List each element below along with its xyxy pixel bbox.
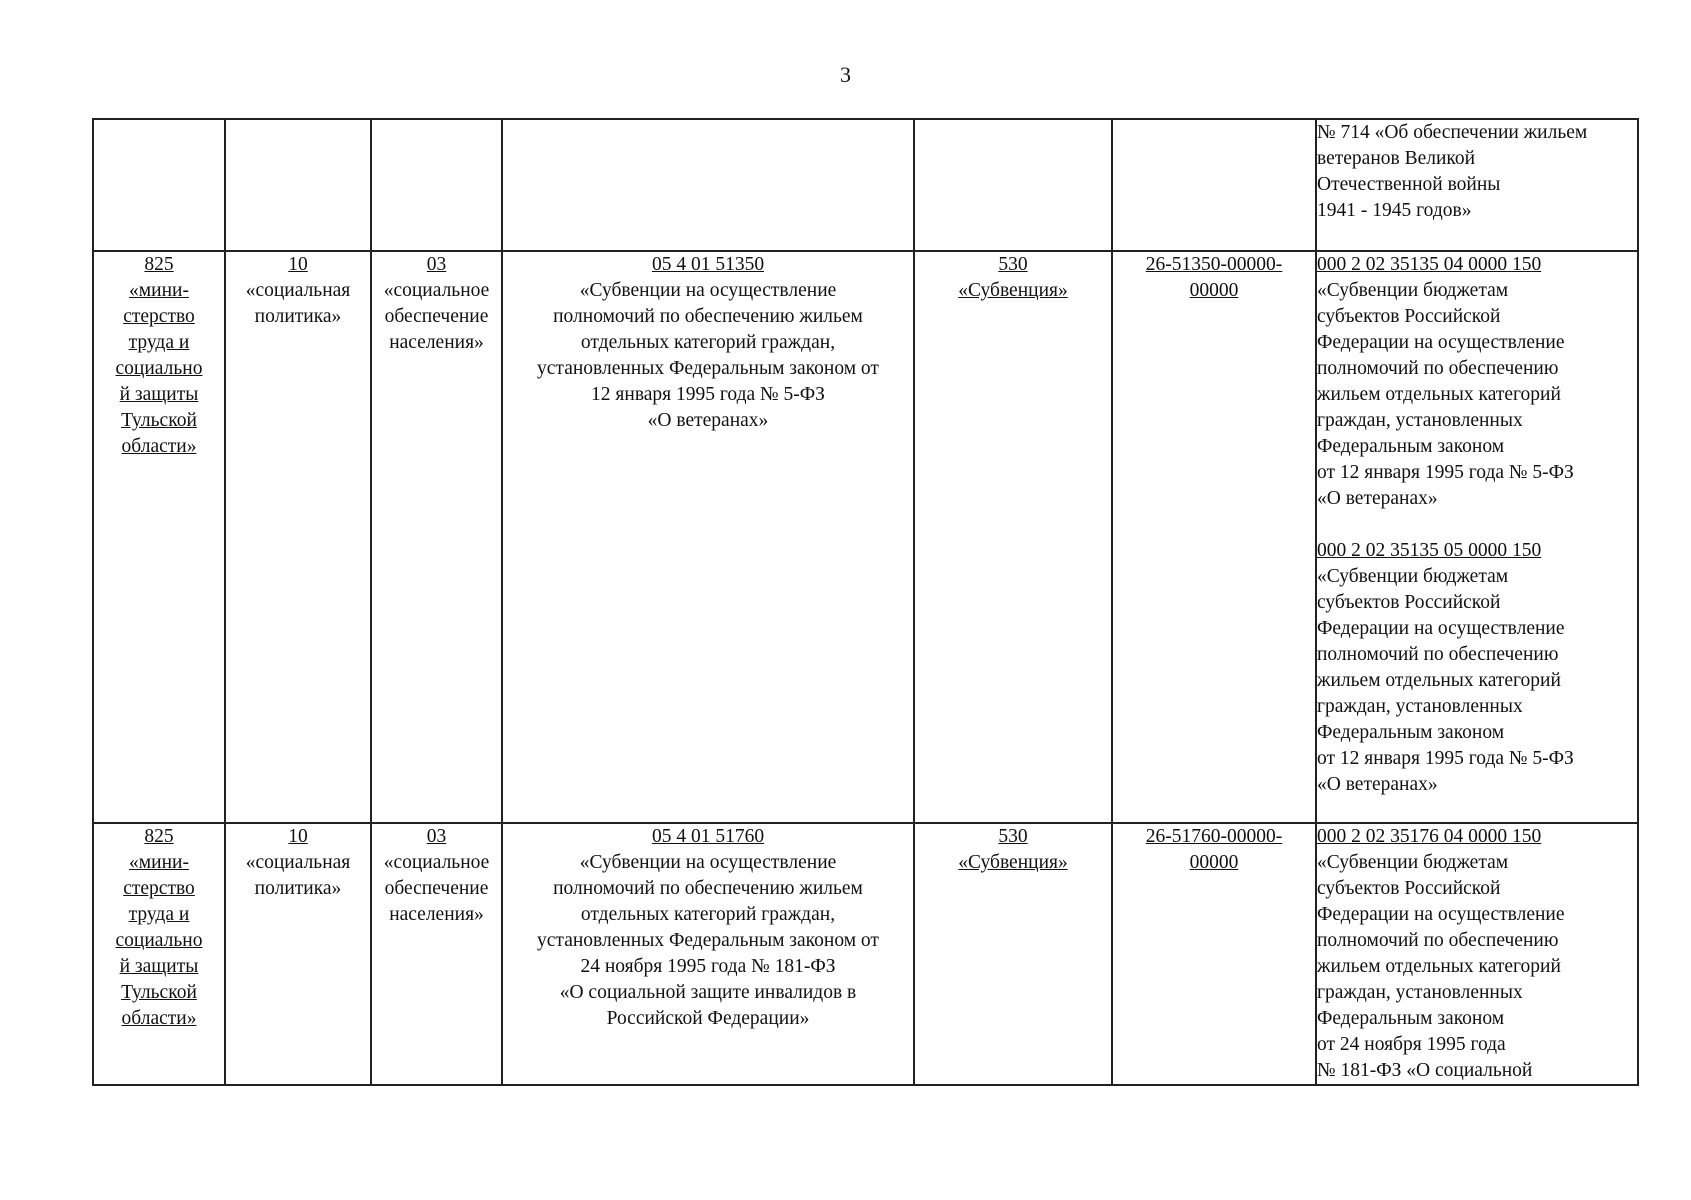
- cell-subsection: [371, 823, 502, 1085]
- target-code: 05 4 01 51760: [651, 826, 765, 847]
- text-line: жильем отдельных категорий: [1317, 384, 1561, 405]
- section-code: 10: [288, 826, 308, 847]
- text-line: ветеранов Великой: [1317, 148, 1476, 169]
- text-line: № 714 «Об обеспечении жильем: [1317, 122, 1588, 143]
- text-line: труда и: [128, 332, 190, 353]
- section-code: 10: [288, 254, 308, 275]
- text-line: «О ветеранах»: [1317, 488, 1438, 509]
- table-row: [93, 251, 1638, 823]
- expense-type-code: 530: [998, 254, 1028, 275]
- text-line: обеспечение: [384, 306, 489, 327]
- text-line: Федеральным законом: [1317, 1008, 1505, 1029]
- text-line: субъектов Российской: [1317, 306, 1501, 327]
- text-line: социально: [115, 930, 203, 951]
- text-line: полномочий по обеспечению: [1317, 930, 1559, 951]
- subsection-code: 03: [426, 826, 447, 847]
- text-line: обеспечение: [384, 878, 489, 899]
- text-line: отдельных категорий граждан,: [580, 904, 836, 925]
- text-line: стерство: [123, 306, 195, 327]
- text-line: 24 ноября 1995 года № 181-ФЗ: [580, 956, 836, 977]
- cell-empty: [1112, 119, 1316, 251]
- budget-classification-table: [92, 118, 1639, 1086]
- ministry-code: 825: [144, 826, 174, 847]
- cell-ministry: [93, 251, 225, 823]
- text-line: «О социальной защите инвалидов в: [559, 982, 857, 1003]
- text-line: «социальное: [383, 280, 490, 301]
- cell-subsection: [371, 251, 502, 823]
- text-line: граждан, установленных: [1317, 696, 1523, 717]
- cell-section: [225, 823, 371, 1085]
- cell-income: [1316, 251, 1638, 823]
- text-line: «социальная: [245, 852, 351, 873]
- text-line: «мини-: [129, 280, 189, 301]
- text-line: 12 января 1995 года № 5-ФЗ: [591, 384, 825, 405]
- text-line: стерство: [123, 878, 195, 899]
- text-line: от 12 января 1995 года № 5-ФЗ: [1317, 462, 1574, 483]
- cell-expense-type: [914, 823, 1112, 1085]
- text-line: политика»: [254, 306, 342, 327]
- cell-income: [1316, 823, 1638, 1085]
- text-line: «мини-: [129, 852, 189, 873]
- cell-empty: [225, 119, 371, 251]
- income-code: 000 2 02 35135 04 0000 150: [1317, 254, 1542, 275]
- text-line: жильем отдельных категорий: [1317, 956, 1561, 977]
- text-line: установленных Федеральным законом от: [537, 358, 879, 379]
- cell-empty: [502, 119, 914, 251]
- text-line: 26-51350-00000-: [1145, 254, 1283, 275]
- cell-section: [225, 251, 371, 823]
- income-code: 000 2 02 35176 04 0000 150: [1317, 826, 1542, 847]
- text-line: 00000: [1189, 280, 1239, 301]
- text-line: «Субвенции бюджетам: [1317, 566, 1509, 587]
- cell-expense-type: [914, 251, 1112, 823]
- table-row-continuation: [93, 119, 1638, 251]
- text-line: «социальное: [383, 852, 490, 873]
- text-line: «Субвенции бюджетам: [1317, 852, 1509, 873]
- text-line: «Субвенции на осуществление: [579, 280, 837, 301]
- cell-purpose-code: [1112, 823, 1316, 1085]
- expense-type-label: «Субвенция»: [958, 280, 1068, 301]
- text-line: Тульской: [121, 410, 197, 431]
- text-line: й защиты: [119, 956, 199, 977]
- cell-target: [502, 823, 914, 1085]
- text-line: 00000: [1189, 852, 1239, 873]
- text-line: от 24 ноября 1995 года: [1317, 1034, 1506, 1055]
- page-number: 3: [840, 62, 851, 87]
- text-line: населения»: [389, 904, 484, 925]
- text-line: Отечественной войны: [1317, 174, 1501, 195]
- text-line: № 181-ФЗ «О социальной: [1317, 1060, 1533, 1081]
- text-line: области»: [121, 1008, 197, 1029]
- text-line: установленных Федеральным законом от: [537, 930, 879, 951]
- text-line: от 12 января 1995 года № 5-ФЗ: [1317, 748, 1574, 769]
- expense-type-code: 530: [998, 826, 1028, 847]
- cell-empty: [914, 119, 1112, 251]
- cell-target: [502, 251, 914, 823]
- text-line: 1941 - 1945 годов»: [1317, 200, 1472, 221]
- text-line: граждан, установленных: [1317, 982, 1523, 1003]
- text-line: Федерации на осуществление: [1317, 332, 1565, 353]
- target-code: 05 4 01 51350: [651, 254, 765, 275]
- cell-empty: [371, 119, 502, 251]
- expense-type-label: «Субвенция»: [958, 852, 1068, 873]
- text-line: полномочий по обеспечению жильем: [553, 878, 863, 899]
- text-line: Федеральным законом: [1317, 722, 1505, 743]
- text-line: 26-51760-00000-: [1145, 826, 1283, 847]
- table-row: [93, 823, 1638, 1085]
- text-line: «О ветеранах»: [647, 410, 769, 431]
- text-line: Российской Федерации»: [606, 1008, 810, 1029]
- subsection-code: 03: [426, 254, 447, 275]
- text-line: населения»: [389, 332, 484, 353]
- text-line: полномочий по обеспечению: [1317, 358, 1559, 379]
- ministry-code: 825: [144, 254, 174, 275]
- text-line: «О ветеранах»: [1317, 774, 1438, 795]
- text-line: Федерации на осуществление: [1317, 904, 1565, 925]
- text-line: жильем отдельных категорий: [1317, 670, 1561, 691]
- text-line: полномочий по обеспечению: [1317, 644, 1559, 665]
- text-line: «Субвенции на осуществление: [579, 852, 837, 873]
- text-line: области»: [121, 436, 197, 457]
- text-line: Федерации на осуществление: [1317, 618, 1565, 639]
- cell-ministry: [93, 823, 225, 1085]
- income-code: 000 2 02 35135 05 0000 150: [1317, 540, 1542, 561]
- text-line: Тульской: [121, 982, 197, 1003]
- text-line: субъектов Российской: [1317, 878, 1501, 899]
- text-line: «Субвенции бюджетам: [1317, 280, 1509, 301]
- text-line: «социальная: [245, 280, 351, 301]
- text-line: й защиты: [119, 384, 199, 405]
- text-line: отдельных категорий граждан,: [580, 332, 836, 353]
- cell-income-continuation: [1316, 119, 1638, 251]
- text-line: труда и: [128, 904, 190, 925]
- text-line: субъектов Российской: [1317, 592, 1501, 613]
- text-line: граждан, установленных: [1317, 410, 1523, 431]
- text-line: социально: [115, 358, 203, 379]
- cell-empty: [93, 119, 225, 251]
- text-line: полномочий по обеспечению жильем: [553, 306, 863, 327]
- cell-purpose-code: [1112, 251, 1316, 823]
- text-line: политика»: [254, 878, 342, 899]
- text-line: Федеральным законом: [1317, 436, 1505, 457]
